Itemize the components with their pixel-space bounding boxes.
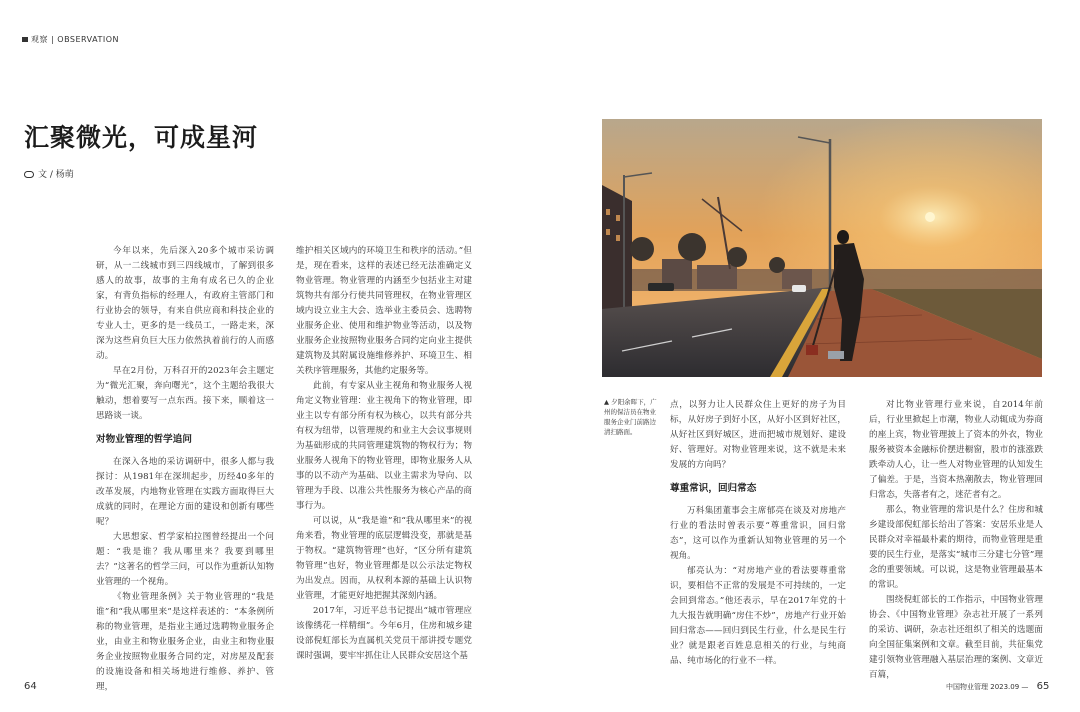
page-number-right: 65 (1036, 681, 1050, 692)
page-number-left: 64 (24, 681, 37, 692)
byline (24, 167, 74, 180)
paragraph: 今年以来，先后深入20多个城市采访调研，从一二线城市到三四线城市，了解到很多感人的故事，故事的主角有成名已久的企业家，有背负指标的经理人，有政府主管部门和行业协会的领导，有来自供应商和科技企业的专业人士，更多的是一线员工，一路走来，深深为这些肩负巨大压力依然执着前行的人而感动。 (96, 246, 274, 361)
section-tag: 观察 | OBSERVATION (22, 34, 119, 45)
paragraph: 对比物业管理行业来说，自2014年前后，行业里掀起上市潮，物业人动辄成为券商的座上宾，物业管理披上了资本的外衣，物业服务被资本金融标价摆进橱窗，股市的涨涨跌跌牵动人心，让一些人对物业管理的认知发生了偏差。于是，当资本热潮散去，物业管理回归常态，失落者有之，迷茫者有之。 (869, 400, 1043, 500)
paragraph: 早在2月份，万科召开的2023年会主题定为“微光汇聚，奔向曙光”，这个主题给我很大触动，想着要写一点东西。接下来，顺着这一思路谈一谈。 (96, 366, 274, 421)
issue-date: 2023.09 (990, 683, 1020, 691)
paragraph: 郁亮认为：“对房地产业的看法要尊重常识，要相信不正常的发展是不可持续的，一定会回到常态。”他还表示，早在2017年党的十九大报告就明确“房住不炒”，房地产行业开始回归常态——回归到民生行业，什么是民生行业？就是跟老百姓息息相关的行业，与纯商品、纯市场化的行业不一样。 (670, 566, 846, 666)
sunset-street-illustration (602, 119, 1042, 377)
paragraph: 《物业管理条例》关于物业管理的“我是谁”和“我从哪里来”是这样表述的：“本条例所称的物业管理，是指业主通过选聘物业服务企业，由业主和物业服务企业，由业主和物业服务企业按照物业服务合同约定，对房屋及配套的设施设备和相关场地进行维修、养护、管理， (96, 592, 274, 692)
paragraph: 在深入各地的采访调研中，很多人都与我探讨：从1981年在深圳起步，历经40多年的改革发展，内地物业管理在实践方面取得巨大成就的同时，在理论方面的建设和创新有哪些呢？ (96, 457, 274, 527)
byline-icon (24, 171, 34, 178)
text-column-4 (869, 398, 1043, 683)
paragraph: 大思想家、哲学家柏拉图曾经提出一个问题：“我是谁？我从哪里来？我要到哪里去？”这著名的哲学三问，可以作为重新认知物业管理的一个视角。 (96, 532, 274, 587)
article-photo (602, 119, 1042, 377)
article-title: 汇聚微光，可成星河 (24, 123, 259, 152)
text-column-2 (296, 244, 472, 664)
paragraph: 点，以努力让人民群众住上更好的房子为目标，从好房子到好小区，从好小区到好社区，从好社区到好城区，进而把城市规划好、建设好、管理好。对物业管理来说，这不就是未来发展的方向吗？ (670, 400, 846, 470)
text-column-3 (670, 398, 846, 669)
paragraph: 维护相关区域内的环境卫生和秩序的活动。”但是，现在看来，这样的表述已经无法准确定义物业管理。物业管理的内涵至少包括业主对建筑物共有部分行使共同管理权，在物业管理区域内设立业主大会、选举业主委员会、选聘物业服务企业、使用和维护物业等活动，以及物业服务企业按照物业服务合同约定向业主提供建筑物及其附属设施维修养护、环境卫生、相关秩序管理服务，其他约定服务等。 (296, 246, 472, 376)
section-marker-icon (22, 37, 28, 42)
section-heading: 对物业管理的哲学追问 (96, 434, 192, 445)
byline-text: 文 / 杨萌 (38, 170, 74, 180)
folio-right: 中国物业管理 2023.09 — 65 (946, 681, 1050, 692)
section-heading: 尊重常识，回归常态 (670, 483, 757, 494)
section-cn: 观察 (31, 35, 48, 44)
text-column-1 (96, 244, 274, 695)
paragraph: 可以说，从“我是谁”和“我从哪里来”的视角来看，物业管理的底层逻辑没变，那就是基于物权。“建筑物管理”也好，“区分所有建筑物管理”也好，物业管理都是以公示法定物权为出发点。因而，从权利本源的基础上认识物业管理，才能更好地把握其深刻内涵。 (296, 516, 472, 601)
section-en: OBSERVATION (57, 35, 120, 44)
paragraph: 此前，有专家从业主视角和物业服务人视角定义物业管理：业主视角下的物业管理，即业主以专有部分所有权为核心，以共有部分共有权为纽带，以管理规约和业主大会议事规则为基础形成的共同管理建筑物的物权行为；物业服务人视角下的物业管理，即物业服务人从事的以不动产为基础、以业主需求为导向、以管理为手段、以准公共性服务为核心产品的商事行为。 (296, 381, 472, 511)
paragraph: 围绕倪虹部长的工作指示，中国物业管理协会、《中国物业管理》杂志社开展了一系列的采访、调研，杂志社还组织了相关的选题面向全国征集案例和文章。截至目前，共征集党建引领物业管理融入基层治理的案例、文章近百篇， (869, 595, 1043, 680)
paragraph: 那么，物业管理的常识是什么？住房和城乡建设部倪虹部长给出了答案：安居乐业是人民群众对幸福最朴素的期待，而物业管理是重要的民生行业，是落实“城市三分建七分管”理念的重要领域。可以说，这是物业管理最基本的常识。 (869, 505, 1043, 590)
photo-caption: ▲ 夕阳余晖下，广州的保洁员在物业服务企业门前路边清扫路面。 (604, 398, 657, 436)
paragraph: 万科集团董事会主席郁亮在谈及对房地产行业的看法时曾表示要“尊重常识，回归常态”，这可以作为重新认知物业管理的另一个视角。 (670, 506, 846, 561)
magazine-name: 中国物业管理 (946, 683, 988, 691)
paragraph: 2017年，习近平总书记提出“城市管理应该像绣花一样精细”。今年6月，住房和城乡建设部倪虹部长为直属机关党员干部讲授专题党课时强调，要牢牢抓住让人民群众安居这个基 (296, 606, 472, 661)
